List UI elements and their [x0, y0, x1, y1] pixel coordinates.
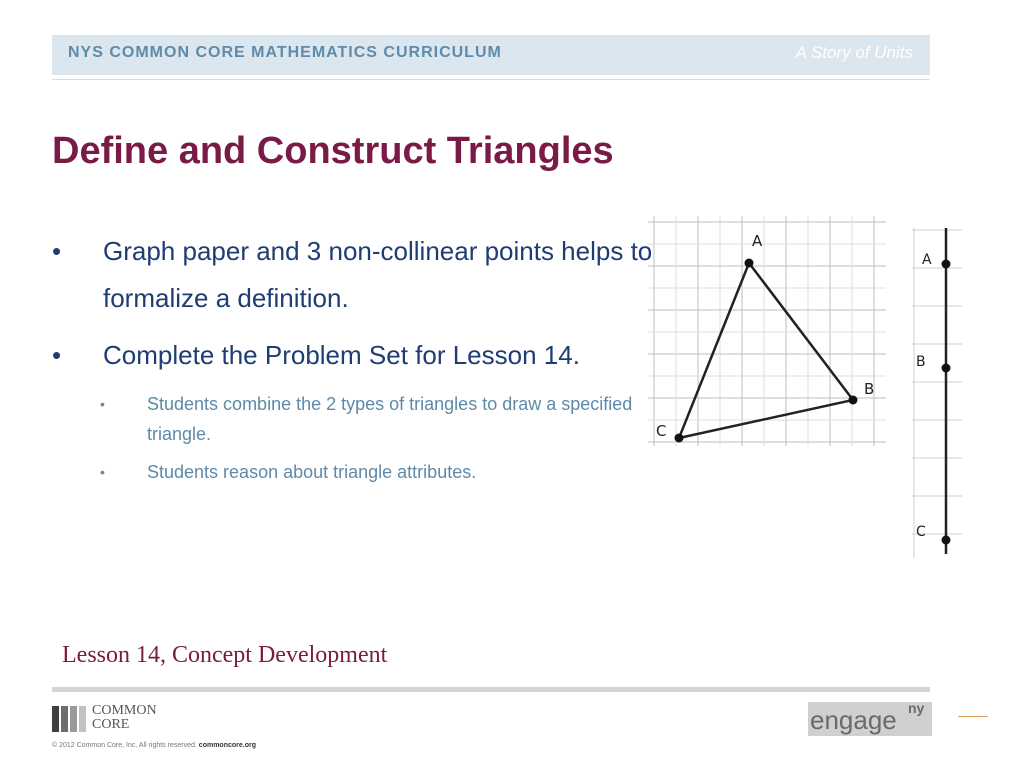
common-core-logo-icon [52, 704, 88, 734]
engage-word: engage [810, 705, 897, 735]
point-c [675, 434, 684, 443]
bullet-list [52, 228, 662, 495]
curriculum-title: NYS COMMON CORE MATHEMATICS CURRICULUM [68, 44, 502, 61]
story-title: A Story of Units [795, 43, 913, 62]
triangle-figure [648, 216, 886, 446]
copyright-text [52, 742, 256, 749]
engage-ny-logo [808, 702, 932, 736]
decorative-dash [958, 716, 988, 717]
sub-bullet-marker: • [100, 396, 105, 412]
point-b [942, 364, 951, 373]
engage-ny: ny [908, 700, 925, 716]
header-rule [52, 79, 930, 80]
bullet-item [52, 228, 662, 322]
graph-paper-grid [912, 228, 962, 558]
logo-line1: COMMON [92, 703, 157, 718]
bullet-text: Complete the Problem Set for Lesson 14. [103, 340, 580, 370]
copyright-link[interactable]: commoncore.org [198, 742, 256, 749]
sub-bullet-item [52, 457, 662, 487]
point-a [942, 260, 951, 269]
label-c: C [916, 524, 926, 540]
point-c [942, 536, 951, 545]
label-a: A [752, 232, 763, 250]
bullet-text: Graph paper and 3 non-collinear points helps to formalize a definition. [103, 236, 653, 313]
copyright-notice: © 2012 Common Core, Inc. All rights reserved. [52, 742, 197, 749]
logo-line2: CORE [92, 717, 130, 732]
label-b: B [916, 354, 926, 370]
label-a: A [922, 252, 932, 268]
lesson-label: Lesson 14, Concept Development [62, 642, 388, 668]
footer-bar [52, 687, 930, 692]
label-b: B [864, 380, 875, 398]
bullet-marker: • [52, 340, 62, 370]
point-a [745, 259, 754, 268]
sub-bullet-text: Students combine the 2 types of triangles to draw a specified triangle. [147, 394, 633, 444]
common-core-wordmark [92, 704, 157, 732]
sub-bullet-marker: • [100, 464, 105, 480]
collinear-figure [912, 228, 962, 558]
sub-bullet-text: Students reason about triangle attributes. [147, 462, 477, 482]
slide-title: Define and Construct Triangles [52, 130, 614, 172]
label-c: C [656, 422, 667, 440]
triangle-shape [679, 263, 853, 438]
bullet-marker: • [52, 236, 62, 266]
graph-paper-grid [648, 216, 886, 446]
bullet-item [52, 332, 662, 379]
point-b [849, 396, 858, 405]
sub-bullet-item [52, 389, 662, 449]
